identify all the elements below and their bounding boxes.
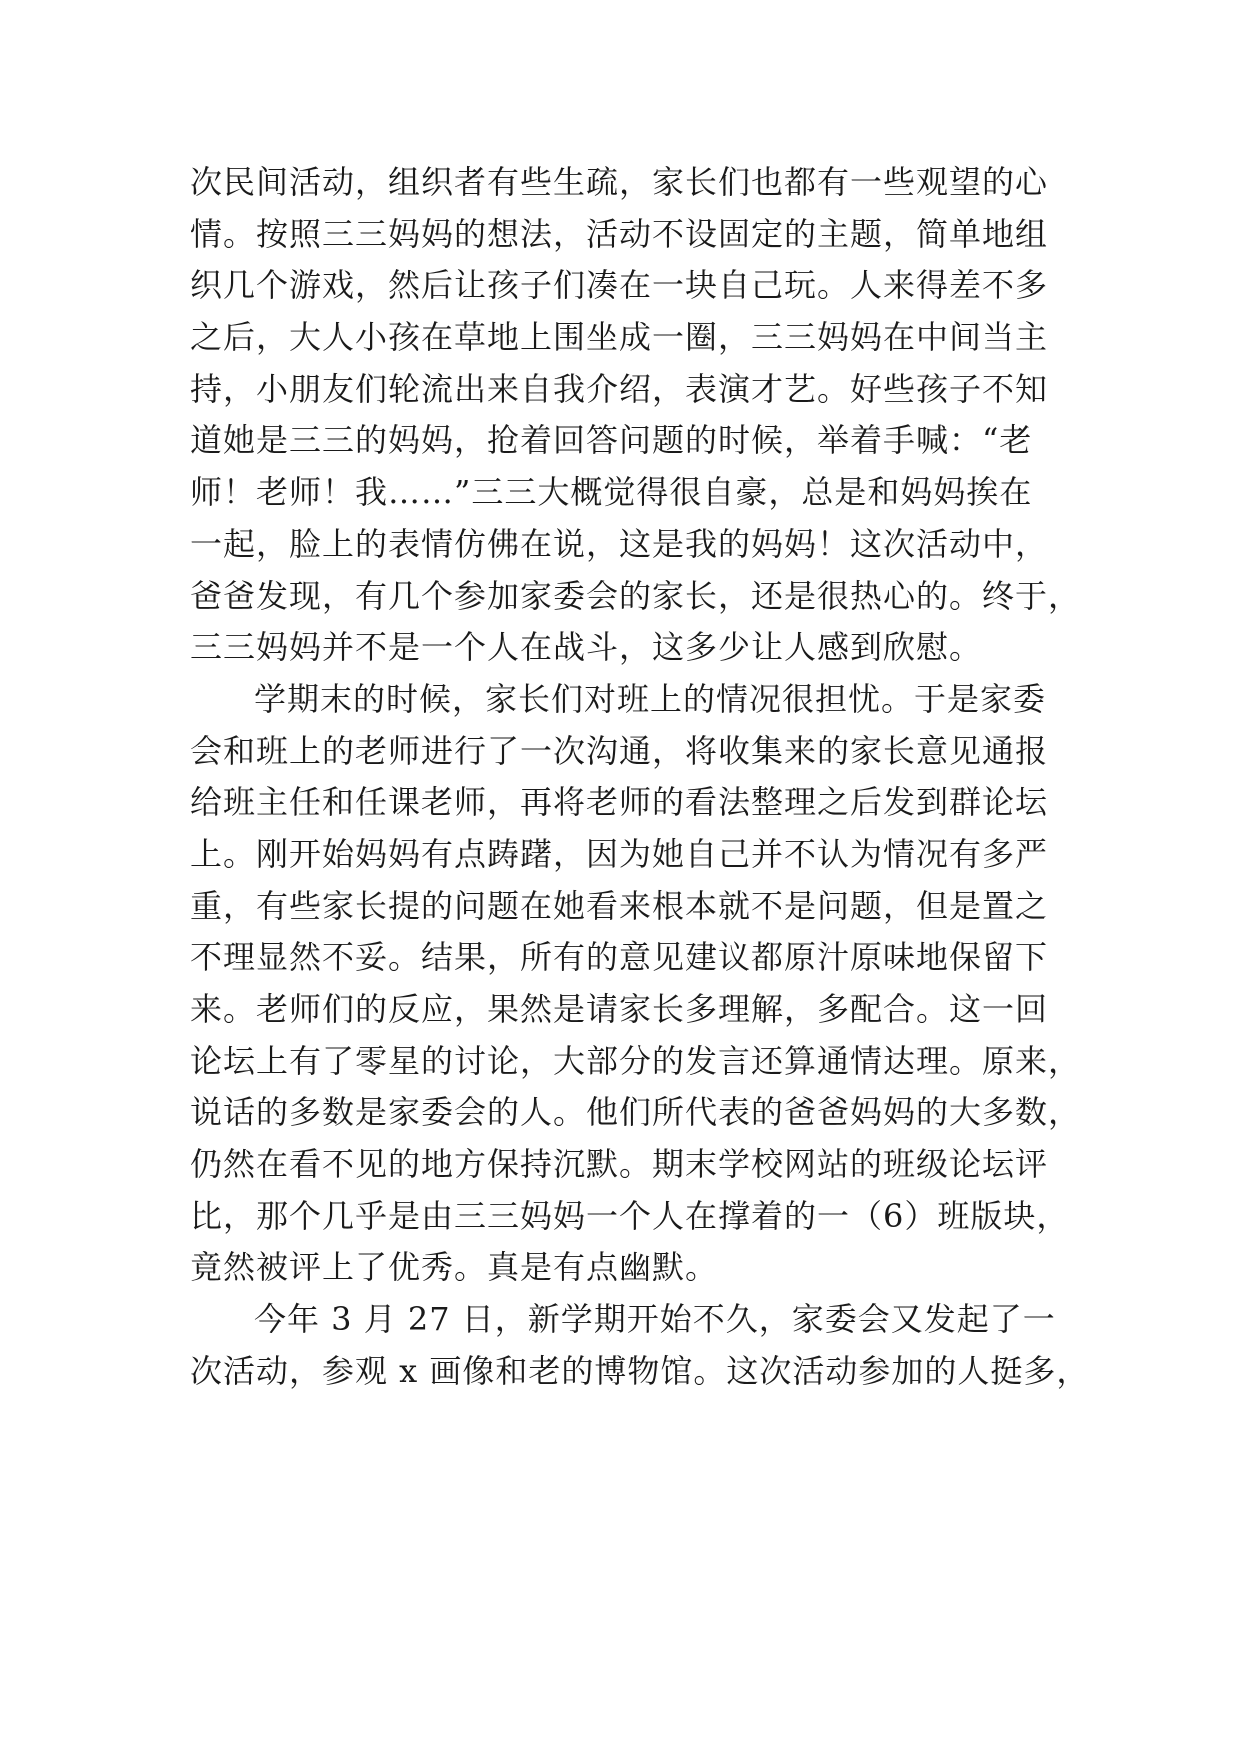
text-line: 仍然在看不见的地方保持沉默。期末学校网站的班级论坛评 [190,1145,1049,1184]
text-line: 论坛上有了零星的讨论，大部分的发言还算通情达理。原来， [190,1041,1082,1080]
text-line: 次活动，参观 x 画像和老的博物馆。这次活动参加的人挺多， [190,1351,1090,1390]
text-line: 次民间活动，组织者有些生疏，家长们也都有一些观望的心 [190,163,1049,201]
text-line: 不理显然不妥。结果，所有的意见建议都原汁原味地保留下 [190,938,1049,977]
document-body [190,157,1090,1398]
text-line: 比，那个几乎是由三三妈妈一个人在撑着的一（6）班版块， [190,1196,1070,1235]
paragraph [190,157,1082,674]
text-line: 重，有些家长提的问题在她看来根本就不是问题，但是置之 [190,886,1049,925]
text-line: 学期末的时候，家长们对班上的情况很担忧。于是家委 [254,679,1047,718]
text-line: 三三妈妈并不是一个人在战斗，这多少让人感到欣慰。 [190,628,983,667]
text-line: 爸爸发现，有几个参加家委会的家长，还是很热心的。终于， [190,576,1082,615]
text-line: 竟然被评上了优秀。真是有点幽默。 [190,1248,719,1287]
text-line: 今年 3 月 27 日，新学期开始不久，家委会又发起了一 [254,1300,1056,1339]
text-line: 情。按照三三妈妈的想法，活动不设固定的主题，简单地组 [190,214,1049,253]
text-line: 之后，大人小孩在草地上围坐成一圈，三三妈妈在中间当主 [190,318,1049,357]
text-line: 上。刚开始妈妈有点踌躇，因为她自己并不认为情况有多严 [190,834,1049,873]
text-line: 道她是三三的妈妈，抢着回答问题的时候，举着手喊：“老 [190,421,1033,460]
paragraph [190,674,1082,1294]
text-line: 来。老师们的反应，果然是请家长多理解，多配合。这一回 [190,990,1049,1028]
text-line: 持，小朋友们轮流出来自我介绍，表演才艺。好些孩子不知 [190,369,1049,408]
text-line: 织几个游戏，然后让孩子们凑在一块自己玩。人来得差不多 [190,266,1049,305]
text-line: 给班主任和任课老师，再将老师的看法整理之后发到群论坛 [190,783,1049,822]
text-line: 一起，脸上的表情仿佛在说，这是我的妈妈！这次活动中， [190,524,1049,563]
paragraph [190,1294,1090,1397]
text-line: 说话的多数是家委会的人。他们所代表的爸爸妈妈的大多数， [190,1093,1082,1132]
text-line: 师！老师！我……”三三大概觉得很自豪，总是和妈妈挨在 [190,473,1033,512]
text-line: 会和班上的老师进行了一次沟通，将收集来的家长意见通报 [190,731,1049,770]
